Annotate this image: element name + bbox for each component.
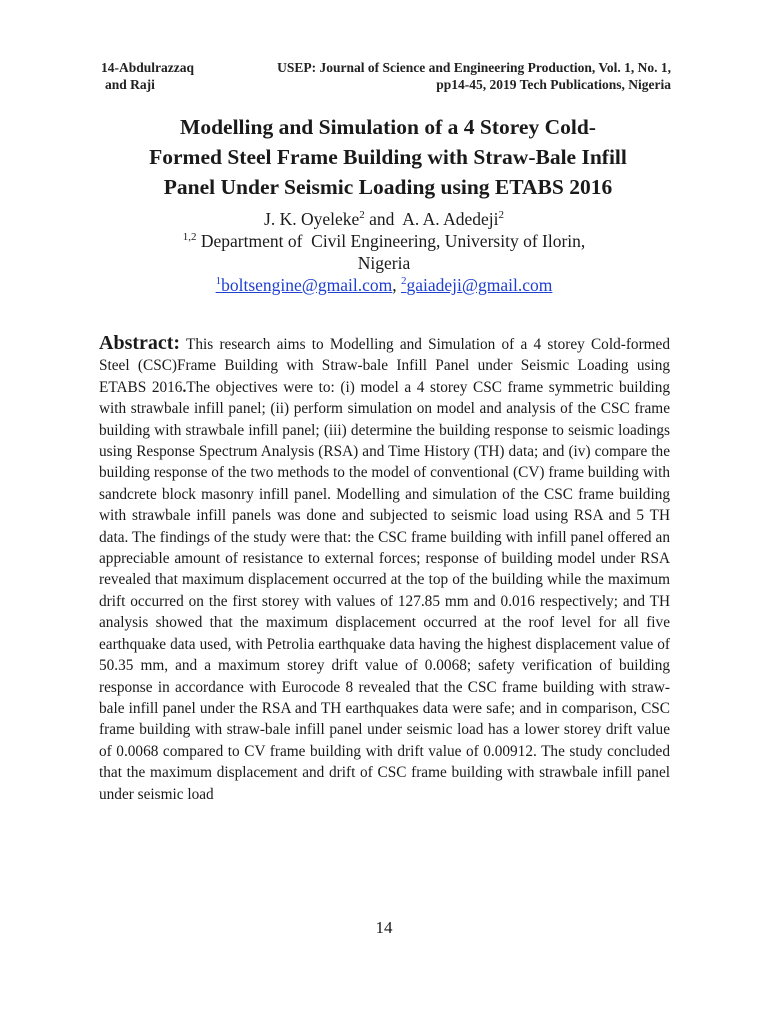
title-line-2: Formed Steel Frame Building with Straw-Bale Infill [149, 145, 627, 169]
email-separator: , [392, 275, 402, 295]
title-line-1: Modelling and Simulation of a 4 Storey Cold- [180, 115, 596, 139]
author-1: J. K. Oyeleke [264, 209, 360, 229]
header-right-line1: USEP: Journal of Science and Engineering Production, Vol. 1, No. 1, [277, 60, 671, 75]
abstract-text-part-1: This research aims to Modelling and Simulation of a 4 storey Cold-formed Steel (CSC)Frame Building with Straw-bale Infill Panel under Seismic Loading using ETABS 2016 [99, 336, 670, 396]
header-authors [101, 59, 194, 93]
author-2: A. A. Adedeji [402, 209, 499, 229]
affiliation-sup: 1,2 [182, 231, 197, 243]
email-2-sup: 2 [401, 275, 407, 287]
header-journal [277, 59, 671, 93]
affiliation-line-1 [0, 230, 768, 252]
paper-title [70, 112, 706, 202]
title-line-3: Panel Under Seismic Loading using ETABS 2016 [163, 175, 613, 199]
abstract-text-part-2: The objectives were to: (i) model a 4 storey CSC frame symmetric building with strawbale infill panel; (ii) perform simulation on model and analysis of the CSC frame building with strawbale infill panel; (iii) determine the building response to seismic loadings using Response Spectrum Analysis (RSA) and Time History (TH) data; and (iv) compare the building response of the two methods to the model of conventional (CV) frame building with sandcrete block masonry infill panel. Modelling and simulation of the CSC frame building with strawbale infill panels was done and subjected to seismic load using RSA and 5 TH data. The findings of the study were that: the CSC frame building with infill panel offered an appreciable amount of resistance to external forces; response of building model under RSA revealed that maximum displacement occurred at the top of the building while the maximum drift occurred on the first storey with values of 127.85 mm and 0.016 respectively; and TH analysis showed that the maximum displacement occurred at the roof level for all five earthquake data used, with Petrolia earthquake data having the highest displacement value of 50.35 mm, and a maximum storey drift value of 0.0068; safety verification of building response in accordance with Eurocode 8 revealed that the CSC frame building with straw-bale infill panel under the RSA and TH earthquakes data were safe; and in comparison, CSC frame building with straw-bale infill panel under seismic load has a lower storey drift value of 0.0068 compared to CV frame building with drift value of 0.00912. The study concluded that the maximum displacement and drift of CSC frame building with strawbale infill panel under seismic load [99, 378, 670, 803]
email-link-2[interactable] [401, 275, 552, 295]
author-block [0, 208, 768, 296]
header-left-line2: and Raji [105, 77, 155, 92]
email-2-text: gaiadeji@gmail.com [406, 275, 553, 295]
author-1-sup: 2 [359, 209, 365, 221]
author-conjunction: and [364, 209, 403, 229]
email-line [0, 274, 768, 296]
affiliation-text: Department of Civil Engineering, University of Ilorin, [196, 231, 586, 251]
email-1-text: boltsengine@gmail.com [221, 275, 393, 295]
abstract-label: Abstract: [99, 332, 181, 354]
header-left-line1: 14-Abdulrazzaq [101, 60, 195, 75]
page-number: 14 [375, 918, 393, 937]
header-right-line2: pp14-45, 2019 Tech Publications, Nigeria [436, 77, 671, 92]
author-line [0, 208, 768, 230]
abstract-bold-period: . [182, 378, 187, 396]
email-1-sup: 1 [215, 275, 222, 287]
abstract-paragraph [99, 333, 670, 805]
affiliation-line-2: Nigeria [357, 253, 411, 273]
email-link-1[interactable] [216, 275, 393, 295]
author-2-sup: 2 [498, 209, 504, 221]
